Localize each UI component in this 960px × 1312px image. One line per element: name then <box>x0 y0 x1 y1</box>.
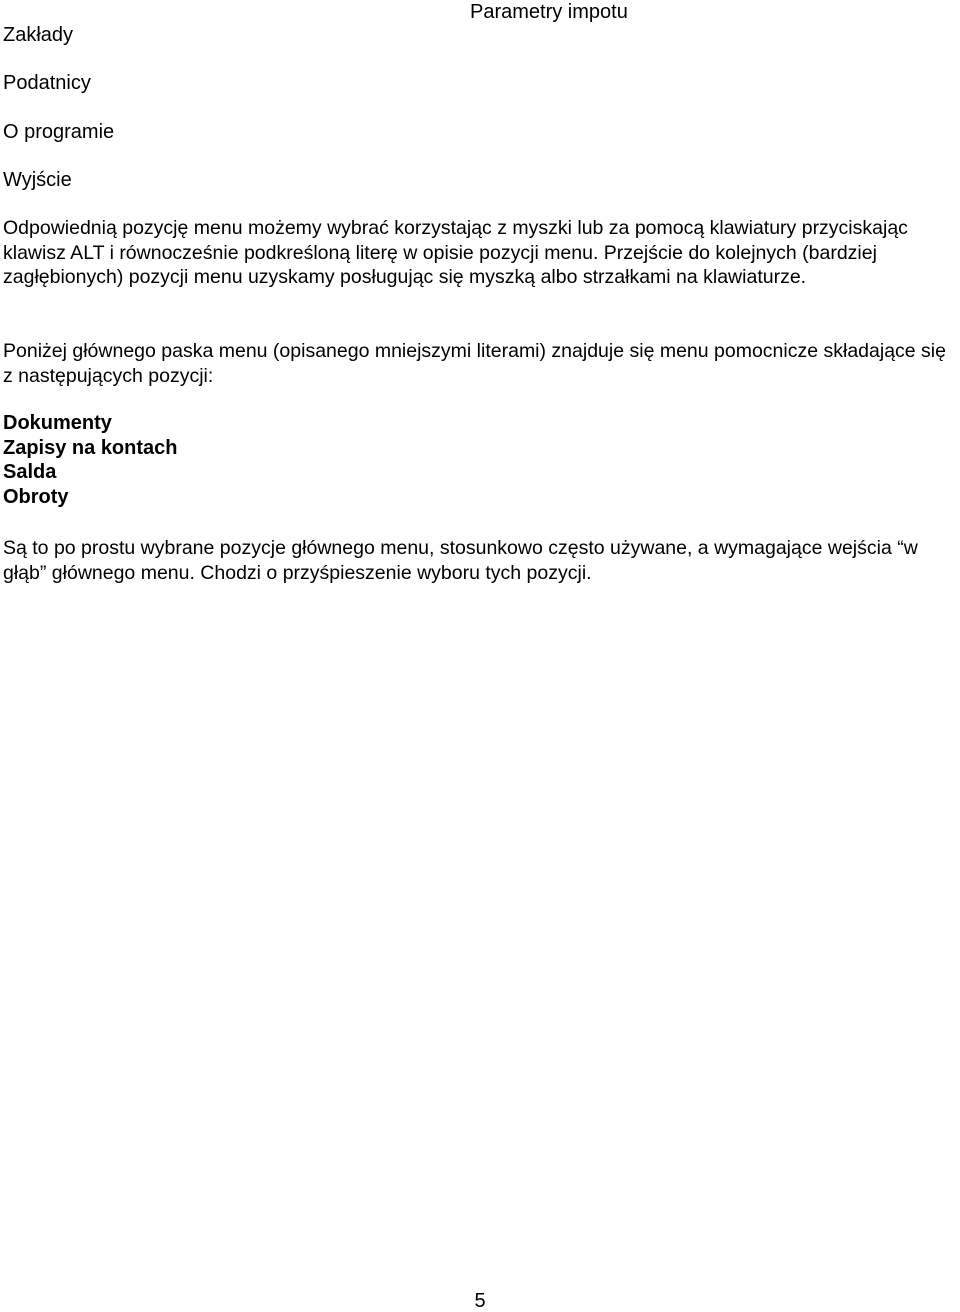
quoted-phrase: “w głąb” <box>3 537 918 584</box>
quoted-text: w głąb <box>3 537 918 584</box>
page-header-title: Parametry impotu <box>470 1 628 23</box>
aux-menu-list <box>3 411 178 510</box>
page-number: 5 <box>474 1290 486 1312</box>
aux-menu-item-zapisy-na-kontach: Zapisy na kontach <box>3 436 178 459</box>
paragraph-part-2: głównego menu. Chodzi o przyśpieszenie wyboru tych pozycji. <box>46 561 592 584</box>
paragraph-aux-menu-explanation <box>3 536 959 585</box>
menu-item-zaklady: Zakłady <box>3 24 74 46</box>
menu-item-o-programie: O programie <box>3 121 115 143</box>
aux-menu-item-salda: Salda <box>3 461 57 484</box>
menu-item-wyjscie: Wyjście <box>3 169 72 191</box>
aux-menu-item-dokumenty: Dokumenty <box>3 412 112 434</box>
paragraph-menu-navigation: Odpowiednią pozycję menu możemy wybrać korzystając z myszki lub za pomocą klawiatury przyciskając klawisz ALT i równocześnie podkreśloną literę w opisie pozycji menu. Przejście do kolejnych (bardziej zagłębionych) pozycji menu uzyskamy posługując się myszką albo strzałkami na klawiaturze. <box>3 217 908 288</box>
aux-menu-item-obroty: Obroty <box>3 486 69 509</box>
menu-item-podatnicy: Podatnicy <box>3 72 91 94</box>
paragraph-aux-menu-intro: Poniżej głównego paska menu (opisanego mniejszymi literami) znajduje się menu pomocnicze składające się z następujących pozycji: <box>3 340 946 387</box>
paragraph-part-1: Są to po prostu wybrane pozycje głównego menu, stosunkowo często używane, a wymagające wejścia <box>3 537 898 559</box>
